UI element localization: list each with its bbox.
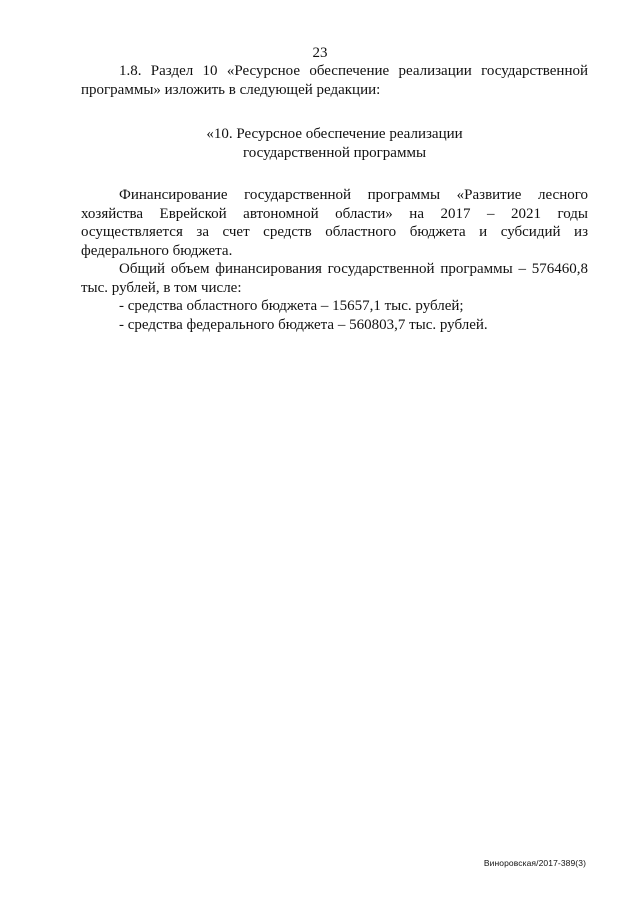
section-title-line-2: государственной программы	[242, 144, 427, 161]
intro-paragraph: 1.8. Раздел 10 «Ресурсное обеспечение реализации государственной программы» изложить в следующей редакции:	[81, 63, 588, 98]
section-heading	[81, 125, 588, 162]
document-footer-code: Виноровская/2017-389(3)	[483, 858, 586, 868]
financing-paragraph: Финансирование государственной программы «Развитие лесного хозяйства Еврейской автономной области» на 2017 – 2021 годы осуществляется за счет средств областного бюджета и субсидий из федерального бюджета.	[81, 187, 588, 259]
section-body	[81, 186, 588, 334]
section-title-line-1: «10. Ресурсное обеспечение реализации	[206, 126, 463, 142]
document-body	[81, 62, 588, 334]
list-item-federal-budget: - средства федерального бюджета – 560803,7 тыс. рублей.	[119, 316, 488, 333]
page-number: 23	[312, 45, 328, 61]
list-item-regional-budget: - средства областного бюджета – 15657,1 тыс. рублей;	[119, 298, 464, 314]
total-financing-paragraph: Общий объем финансирования государственной программы – 576460,8 тыс. рублей, в том числе:	[81, 261, 588, 296]
